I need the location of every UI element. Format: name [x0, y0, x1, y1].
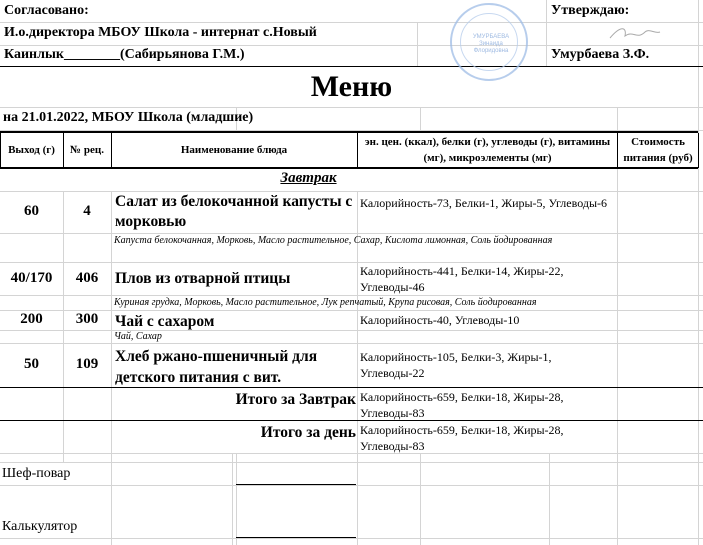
calculator-label: Калькулятор [2, 519, 78, 534]
item-nutrition: Калорийность-73, Белки-1, Жиры-5, Углеводы-6 [360, 196, 608, 210]
item-nutrition: Калорийность-40, Углеводы-10 [360, 313, 520, 327]
total-breakfast-label: Итого за Завтрак [235, 391, 356, 408]
total-day-nutrition: Калорийность-659, Белки-18, Жиры-28, Углеводы-83 [360, 423, 564, 453]
item-recipe: 4 [83, 203, 91, 219]
col-dish: Наименование блюда [180, 144, 288, 156]
item-name: Чай с сахаром [115, 313, 215, 330]
agreed-label: Согласовано: [4, 3, 89, 18]
item-yield: 40/170 [10, 270, 53, 286]
item-recipe: 406 [75, 270, 99, 286]
item-name: Плов из отварной птицы [115, 270, 291, 287]
subtitle: на 21.01.2022, МБОУ Школа (младшие) [3, 110, 254, 125]
item-ingredients: Куриная грудка, Морковь, Масло растительное, Лук репчатый, Крупа рисовая, Соль йодированная [114, 297, 537, 308]
signature [605, 22, 665, 44]
item-nutrition: Калорийность-441, Белки-14, Жиры-22, Углеводы-46 [360, 264, 564, 294]
stamp: УМУРБАЕВА Зинаида Флоридовна [450, 3, 528, 81]
item-ingredients: Капуста белокочанная, Морковь, Масло растительное, Сахар, Кислота лимонная, Соль йодированная [114, 235, 553, 246]
total-day-label: Итого за день [260, 424, 356, 441]
item-name: Салат из белокочанной капусты с морковью [115, 193, 353, 230]
item-nutrition: Калорийность-105, Белки-3, Жиры-1, Углеводы-22 [360, 350, 552, 380]
item-yield: 200 [20, 311, 43, 327]
col-recipe: № рец. [70, 144, 104, 156]
col-cost: Стоимость питания (руб) [623, 136, 693, 164]
item-yield: 60 [24, 203, 39, 219]
item-ingredients: Чай, Сахар [114, 331, 162, 342]
item-yield: 50 [24, 356, 39, 372]
approver-name: Умурбаева З.Ф. [551, 47, 650, 62]
section-breakfast: Завтрак [280, 170, 337, 186]
page-title: Меню [310, 70, 393, 103]
agreed-name: Каинлык________(Сабирьянова Г.М.) [4, 47, 245, 62]
chef-label: Шеф-повар [2, 466, 71, 481]
col-nutrition: эн. цен. (ккал), белки (г), углеводы (г), витамины (мг), микроэлементы (мг) [364, 136, 611, 164]
approve-label: Утверждаю: [551, 3, 630, 18]
item-recipe: 300 [75, 311, 99, 327]
agreed-position: И.о.директора МБОУ Школа - интернат с.Новый [4, 25, 317, 40]
total-breakfast-nutrition: Калорийность-659, Белки-18, Жиры-28, Углеводы-83 [360, 390, 564, 420]
item-name: Хлеб ржано-пшеничный для детского питания с вит. [115, 348, 318, 386]
item-recipe: 109 [75, 356, 99, 372]
col-yield: Выход (г) [8, 144, 55, 156]
